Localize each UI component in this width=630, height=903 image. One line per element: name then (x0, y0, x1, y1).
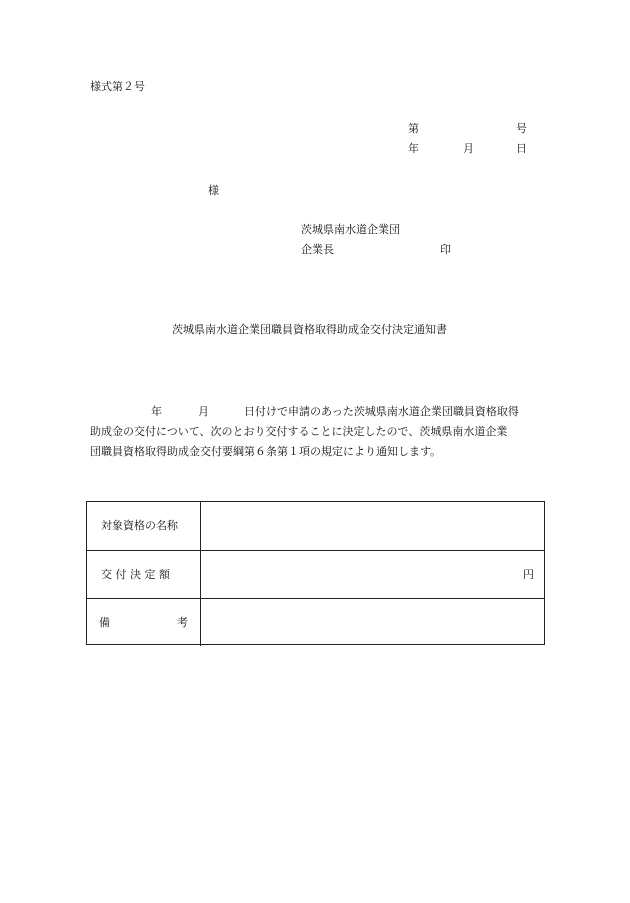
remarks-label-first: 備 (99, 616, 110, 629)
grant-details-table (86, 501, 545, 645)
document-number-suffix: 号 (516, 122, 527, 135)
qualification-name-label-cell (87, 502, 201, 550)
qualification-name-value (201, 502, 544, 550)
remarks-value (201, 599, 544, 646)
document-number-prefix: 第 (408, 122, 419, 135)
body-line-1: 日付けで申請のあった茨城県南水道企業団職員資格取得 (244, 405, 519, 418)
body-month-label: 月 (198, 405, 209, 418)
yen-unit: 円 (523, 568, 534, 581)
remarks-label-cell (87, 599, 201, 646)
grant-amount-value-cell (201, 551, 544, 598)
body-year-label: 年 (151, 405, 162, 418)
date-year-label: 年 (408, 142, 419, 155)
body-line-3: 団職員資格取得助成金交付要綱第６条第１項の規定により通知します。 (90, 445, 442, 458)
grant-amount-label-cell (87, 551, 201, 598)
qualification-name-label: 対象資格の名称 (101, 519, 178, 532)
table-row-remarks (87, 598, 544, 646)
date-month-label: 月 (463, 142, 474, 155)
sender-title: 企業長 (301, 243, 334, 256)
form-number: 様式第２号 (90, 80, 145, 93)
sender-organization: 茨城県南水道企業団 (301, 223, 400, 236)
date-day-label: 日 (516, 142, 527, 155)
body-line-2: 助成金の交付について、次のとおり交付することに決定したので、茨城県南水道企業 (90, 425, 508, 438)
seal-mark: 印 (440, 243, 451, 256)
remarks-label-second: 考 (177, 616, 188, 629)
document-title: 茨城県南水道企業団職員資格取得助成金交付決定通知書 (172, 323, 447, 336)
grant-amount-label: 交 付 決 定 額 (101, 568, 170, 581)
addressee-suffix: 様 (208, 184, 219, 197)
table-row-amount (87, 550, 544, 598)
table-row-qualification (87, 502, 544, 550)
